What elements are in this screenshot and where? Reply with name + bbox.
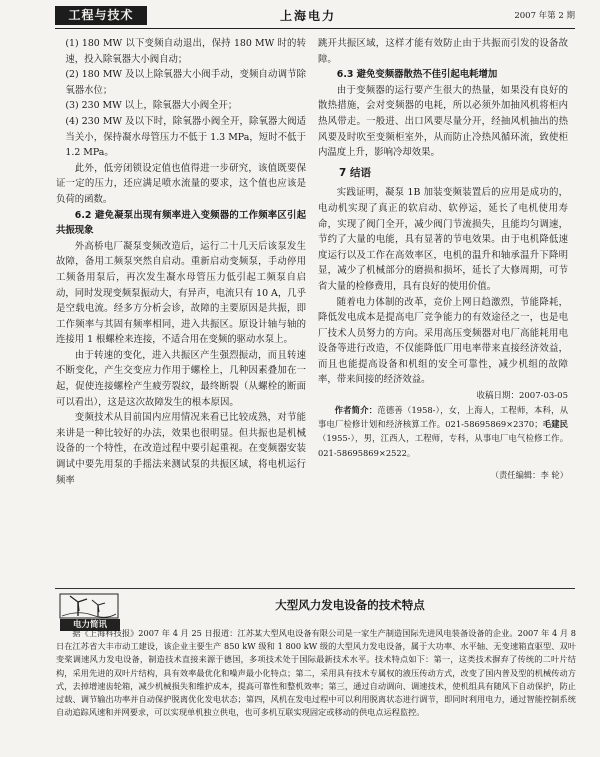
header-divider	[55, 28, 575, 29]
author-bio-text: （1955-），男，江西人，工程师，专科，从事电厂电气检修工作。021-58695869×2522。	[318, 433, 568, 458]
body-paragraph: 变频技术从目前国内应用情况来看已比较成熟，对节能来讲是一种比较好的办法，效果也很明显。但共振也是机械设备的一个特性，在改造过程中要引起重视。在变频器安装调试中要先用泵的手摇法来测试泵的共振区域，将电机运行频率	[56, 412, 306, 486]
author-bio	[318, 403, 568, 460]
news-divider	[55, 588, 575, 589]
news-title: 大型风力发电设备的技术特点	[275, 598, 425, 612]
section-tag: 工程与技术	[55, 6, 147, 25]
news-body: 据《上海科技报》2007 年 4 月 25 日报道：江苏某大型风电设备有限公司是一家生产制造国际先进风电装备设备的企业。2007 年 4 月 8 日在江苏省大丰市动工建设，该企业主要生产 850 kW 级和 1 800 kW 级的大型风力发电设备，属于大功率、水平轴、无变速箱直驱型、双叶变桨调速风力发电设备，制造技术直接来源于德国，多项技术处于国际最新技术水平。技术特点如下：第一，这类技术摒弃了传统的二叶片结构，采用先进的双叶片结构，具有效率最优化和噪声最小化特点；第二，采用具有技术专属权的液压传动方式，改变了国内普及型的机械传动方式，去掉增速齿轮箱，减少机械损失和维护成本，提高可靠性和整机效率；第三，通过自动调向、调速技术，使机组具有随风下自动保护，防止过载、调节输出功率并自动保护脱离优化发电状态；第四，风机在发电过程中可以利用脱离状态进行调节，即同时利用电力，通过智能控制系统自动追踪风速和并网要求，可以实现单机独立供电，也可多机互联实现固定或移动的供电点运程监控。	[56, 628, 576, 718]
section-heading: 7 结语	[339, 166, 371, 179]
section-heading: 6.3 避免变频器散热不佳引起电耗增加	[336, 69, 498, 81]
journal-name: 上海电力	[280, 9, 337, 23]
list-item: (1) 180 MW 以下变频自动退出，保持 180 MW 时的转速，投入除氧器大小阀自动；	[65, 38, 306, 65]
editor-credit: （责任编辑：李 轮）	[490, 469, 568, 480]
author-bio-text: 范德善（1958-），女，上海人，工程师，本科，从事电厂检修计划和经济核算工作。021-58695869×2370；	[318, 405, 568, 430]
body-paragraph: 跳开共振区域，这样才能有效防止由于共振而引发的设备故障。	[318, 38, 568, 65]
right-column	[318, 36, 568, 483]
news-label: 电力简讯	[60, 619, 120, 631]
list-item: (4) 230 MW 及以下时，除氧器小阀全开，除氧器大阀适当关小，保持凝水母管压力不低于 1.3 MPa，短时不低于 1.2 MPa。	[65, 115, 306, 159]
author-name: 毛建民	[542, 419, 568, 430]
body-paragraph: 实践证明，凝泵 1B 加装变频装置后的应用是成功的，电动机实现了真正的软启动、软停运，延长了电机使用寿命，实现了阀门全开，减少阀门节流损失，且能均匀调速，节约了大量的电能，具有显著的节电效果。由于电机降低速度运行以及工作在高效率区，电机的温升和轴承温升下降明显，减少了机械部分的磨损和损坏，延长了大修周期，可节省大量的检修费用，具有良好的使用价值。	[318, 187, 568, 292]
list-item: (2) 180 MW 及以上除氧器大小阀手动，变频自动调节除氧器水位；	[65, 69, 306, 96]
body-paragraph: 随着电力体制的改革，竞价上网日趋激烈，节能降耗，降低发电成本是提高电厂竞争能力的有效途径之一，也是电厂技术人员努力的方向。采用高压变频器对电厂高能耗用电设备等进行改造，不仅能降低厂用电率带来直接经济效益，而且也能提高设备和机组的安全可靠性，减少机组的故障率，带来间接的经济效益。	[318, 296, 568, 386]
issue-number: 2007 年第 2 期	[514, 11, 575, 21]
body-paragraph: 此外，低旁闭锁设定值也值得进一步研究，该值既要保证一定的压力，还应满足喷水流量的要求，这个值也应该是负荷的函数。	[56, 162, 306, 205]
received-date: 收稿日期：2007-03-05	[476, 391, 568, 402]
left-column	[56, 36, 306, 488]
body-paragraph: 外高桥电厂凝泵变频改造后，运行二十几天后该泵发生故障，备用工频泵突然自启动。重新启动变频泵，手动停用工频备用泵后，再次发生凝水母管压力低引起工频泵自启动，同时发现变频泵振动大，有异声，电流只有 10 A，几乎是空载电流。经多方分析会诊，故障的主要原因是共振，即工作频率与其固有频率相同，进入共振区。原设计轴与轴的连接用 1 根螺栓来连接，不适合用在变频的驱动水泵上。	[56, 240, 306, 346]
author-bio-label: 作者简介：	[334, 405, 378, 416]
section-heading: 6.2 避免凝泵出现有频率进入变频器的工作频率区引起共振现象	[56, 209, 306, 237]
body-paragraph: 由于转速的变化，进入共振区产生强烈振动，而且转速不断变化，产生交变应力作用于螺栓上，几种因素叠加在一起，促使连接螺栓产生疲劳裂纹，最终断裂（从螺栓的断面可以看出），这是这次故障发生的根本原因。	[56, 349, 306, 408]
list-item: (3) 230 MW 以上，除氧器大小阀全开；	[65, 100, 238, 112]
page-header	[55, 6, 575, 28]
body-paragraph: 由于变频器的运行要产生很大的热量，如果没有良好的散热措施，会对变频器的电耗，所以必须外加抽风机将柜内热风带走。一般进、出口风要尽量分开，经抽风机抽出的热风要及时吹至变频柜室外，从而防止冷热风循环流，致使柜内温度上升，影响冷却效果。	[318, 84, 568, 159]
